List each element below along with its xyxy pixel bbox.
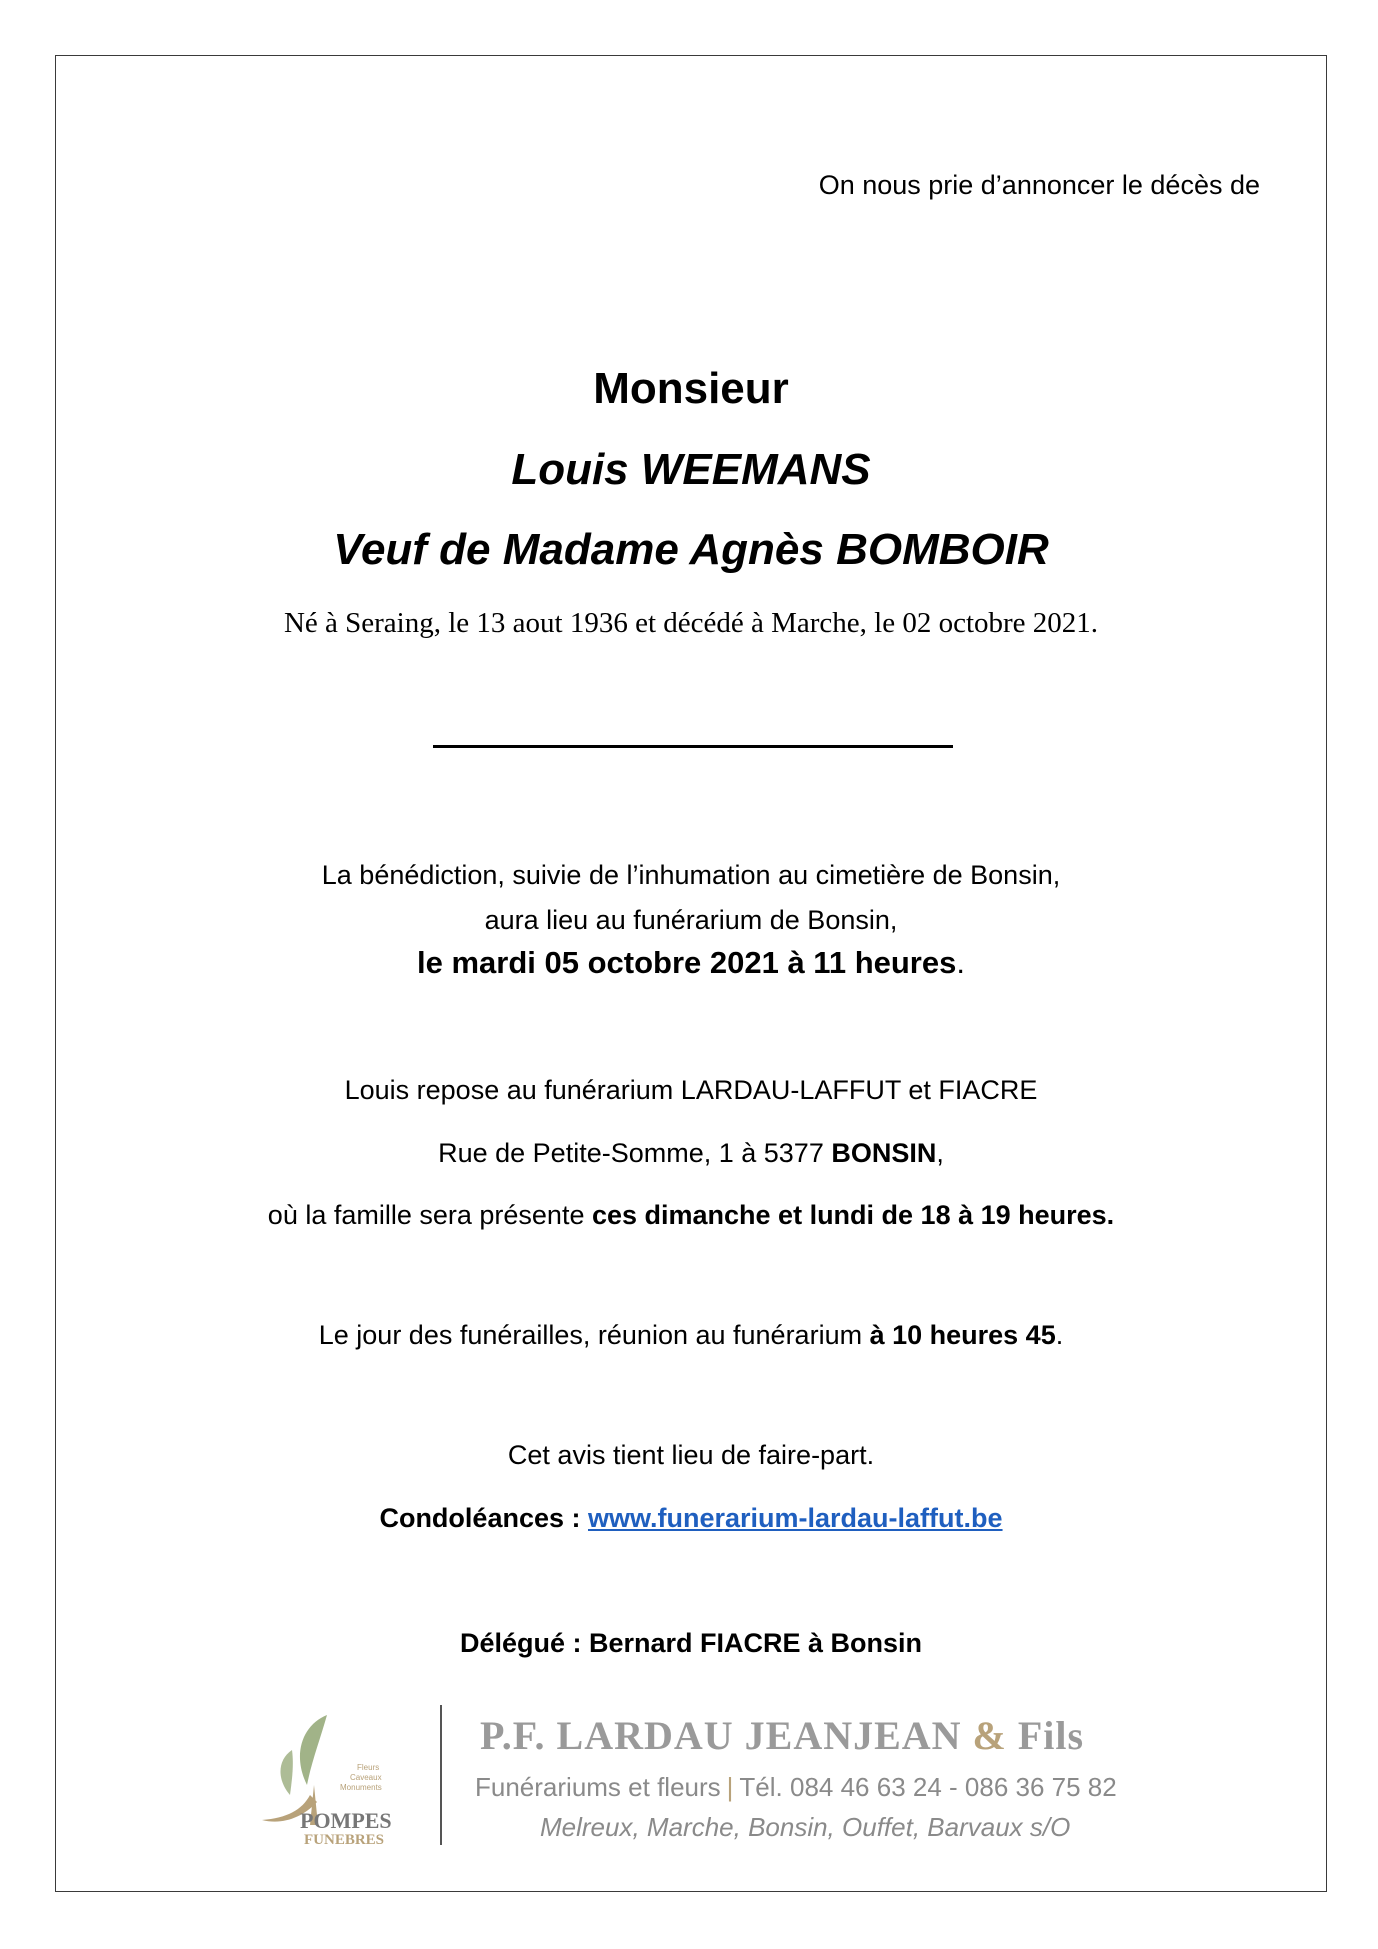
- family-presence-line: [55, 1200, 1327, 1231]
- logo-word-3: Monuments: [340, 1783, 382, 1792]
- meeting-time: à 10 heures 45: [869, 1320, 1056, 1350]
- family-prefix: où la famille sera présente: [267, 1200, 592, 1230]
- logo-word-2: Caveaux: [350, 1773, 382, 1782]
- meeting-line: [55, 1320, 1327, 1351]
- rest-location: Louis repose au funérarium LARDAU-LAFFUT et FIACRE: [344, 1075, 1038, 1105]
- firm-services: Funérariums et fleurs: [475, 1772, 721, 1802]
- ceremony-date: [55, 945, 1327, 981]
- firm-subtitle: [475, 1772, 1117, 1803]
- address-city: BONSIN: [831, 1138, 937, 1168]
- ceremony-line-2: aura lieu au funérarium de Bonsin,: [484, 905, 898, 935]
- firm-name-part-2: Fils: [1006, 1713, 1085, 1758]
- meeting-end: .: [1055, 1320, 1064, 1350]
- ceremony-line-1: La bénédiction, suivie de l’inhumation au cimetière de Bonsin,: [321, 860, 1061, 890]
- ceremony-date-end: .: [956, 945, 965, 980]
- birth-death-dates: Né à Seraing, le 13 aout 1936 et décédé à Marche, le 02 octobre 2021.: [283, 607, 1099, 639]
- ceremony-date-text: le mardi 05 octobre 2021 à 11 heures: [417, 945, 957, 980]
- deceased-name: Louis WEEMANS: [511, 445, 871, 494]
- meeting-prefix: Le jour des funérailles, réunion au funérarium: [318, 1320, 870, 1350]
- condolences-line: [55, 1503, 1327, 1534]
- firm-name-part-1: P.F. LARDAU JEANJEAN: [480, 1713, 973, 1758]
- firm-places: Melreux, Marche, Bonsin, Ouffet, Barvaux s/O: [540, 1812, 1071, 1842]
- logo-word-4: POMPES: [300, 1808, 392, 1833]
- firm-name: [480, 1712, 1084, 1759]
- logo-word-1: Fleurs: [357, 1763, 380, 1772]
- address-street: Rue de Petite-Somme, 1 à 5377: [438, 1138, 832, 1168]
- pompes-funebres-logo: [232, 1700, 457, 1850]
- divider-line: [433, 745, 953, 748]
- logo-word-5: FUNEBRES: [304, 1832, 385, 1848]
- address-line: [55, 1138, 1327, 1169]
- spouse-line: Veuf de Madame Agnès BOMBOIR: [333, 525, 1049, 574]
- firm-phone: Tél. 084 46 63 24 - 086 36 75 82: [739, 1772, 1117, 1802]
- firm-bar: |: [726, 1772, 734, 1802]
- firm-name-amp: &: [972, 1713, 1007, 1758]
- condolences-link[interactable]: www.funerarium-lardau-laffut.be: [588, 1503, 1003, 1533]
- notice-line: Cet avis tient lieu de faire-part.: [507, 1440, 875, 1470]
- deceased-title: Monsieur: [593, 364, 789, 413]
- family-times: ces dimanche et lundi de 18 à 19 heures.: [591, 1200, 1115, 1230]
- delegate-line: Délégué : Bernard FIACRE à Bonsin: [459, 1628, 923, 1658]
- intro-text: On nous prie d’annoncer le décès de: [818, 170, 1260, 200]
- footer-separator: [440, 1705, 442, 1845]
- address-end: ,: [936, 1138, 944, 1168]
- condolences-label: Condoléances :: [379, 1503, 588, 1533]
